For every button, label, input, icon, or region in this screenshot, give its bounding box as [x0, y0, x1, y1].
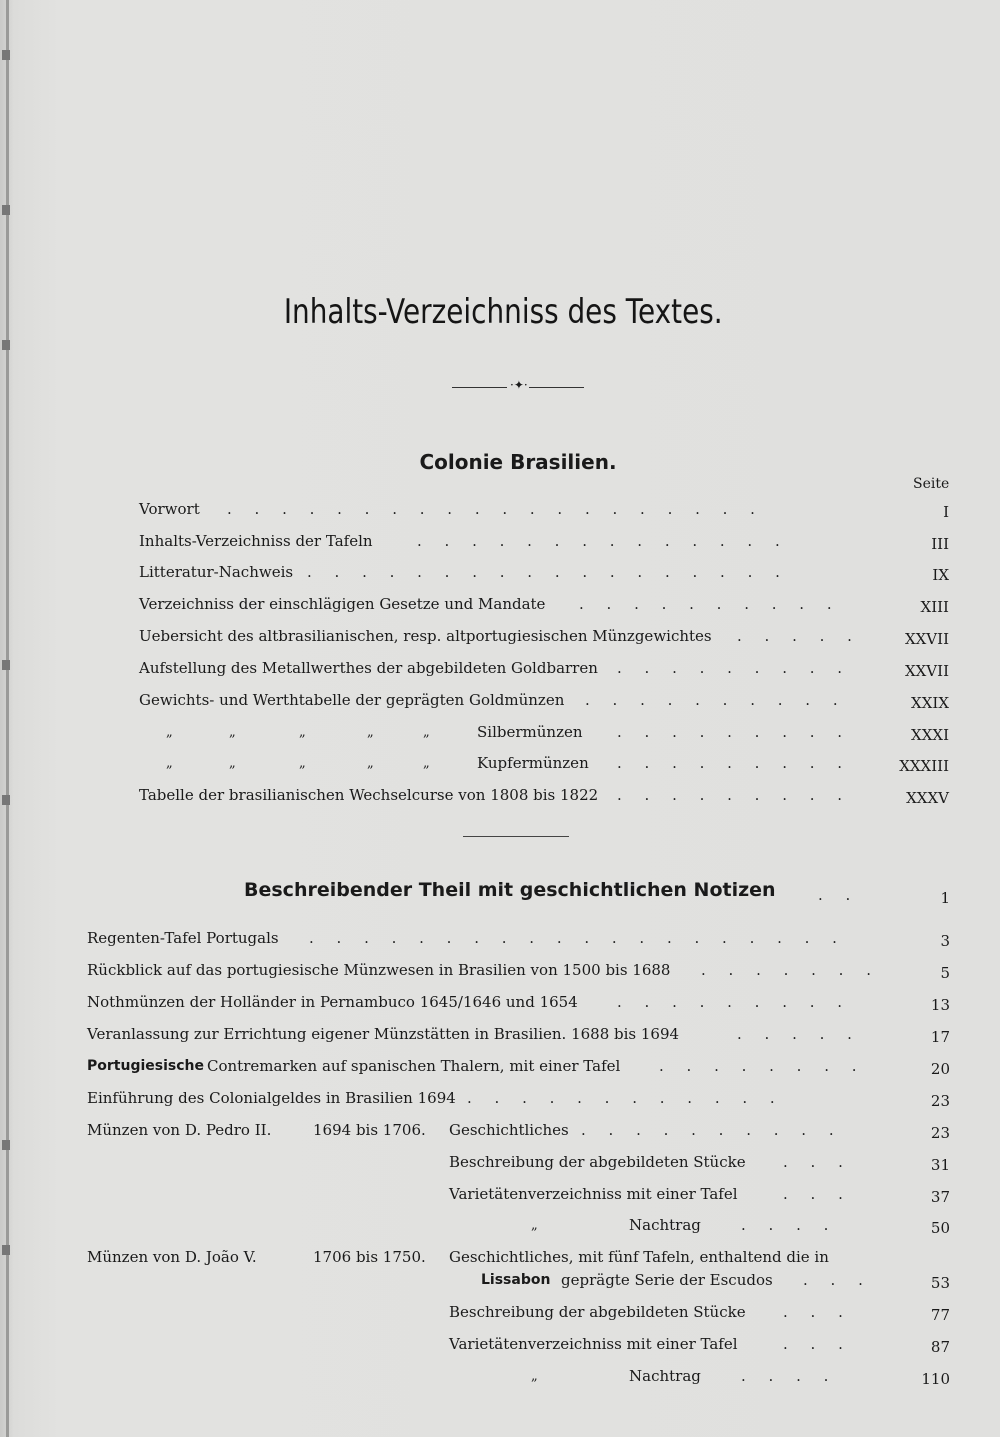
- section-heading-page: 1: [940, 889, 950, 907]
- toc-subentry: [449, 1335, 955, 1357]
- toc-entry-page: I: [943, 503, 949, 521]
- leader-dots: . . . . . . . . .: [617, 993, 852, 1011]
- toc-entry-page: IX: [932, 566, 949, 584]
- margin-mark: [2, 1140, 10, 1150]
- margin-mark: [2, 1245, 10, 1255]
- toc-entry-page: XXIX: [911, 694, 949, 712]
- toc-entry-label: Nothmünzen der Holländer in Pernambuco 1645/1646 und 1654: [87, 993, 578, 1011]
- leader-dots: . . . . . . .: [701, 961, 880, 979]
- toc-entry-page: III: [931, 535, 949, 553]
- toc-entry-label: Regenten-Tafel Portugals: [87, 929, 279, 947]
- toc-entry-page: 53: [930, 1274, 950, 1292]
- toc-entry: [139, 723, 954, 745]
- margin-mark: [2, 50, 10, 60]
- years-label-joao: 1706 bis 1750.: [313, 1248, 426, 1266]
- toc-entry-page: 13: [930, 996, 950, 1014]
- leader-dots: . . . . . . . . . . . . . . . . . .: [307, 563, 789, 581]
- ditto-mark: „: [299, 725, 306, 740]
- toc-entry-label: Geschichtliches: [449, 1121, 569, 1139]
- ditto-mark: „: [166, 756, 173, 771]
- leader-dots: . . . . . . . .: [659, 1057, 866, 1075]
- toc-entry-label-bold: Portugiesische: [87, 1058, 204, 1074]
- ruler-label-joao: Münzen von D. João V.: [87, 1248, 257, 1266]
- leader-dots: . . .: [783, 1185, 852, 1203]
- leader-dots: . . . . .: [737, 627, 861, 645]
- toc-entry-label: Silbermünzen: [477, 723, 583, 741]
- ditto-mark: „: [166, 725, 173, 740]
- page-title: Inhalts-Verzeichniss des Textes.: [283, 292, 723, 332]
- toc-entry: [87, 929, 955, 951]
- toc-subentry: [449, 1153, 955, 1175]
- toc-entry: [87, 1025, 955, 1047]
- section-heading-colonie: Colonie Brasilien.: [419, 450, 617, 474]
- ornament-glyph: ·✦·: [510, 378, 528, 392]
- margin-mark: [2, 660, 10, 670]
- toc-entry-page: 77: [930, 1306, 950, 1324]
- toc-entry: [139, 595, 954, 617]
- toc-entry: [87, 1057, 955, 1079]
- toc-entry-label: Kupfermünzen: [477, 754, 589, 772]
- toc-entry-page: 31: [930, 1156, 950, 1174]
- toc-entry-label: Einführung des Colonialgeldes in Brasilien 1694: [87, 1089, 456, 1107]
- toc-entry: [87, 1089, 955, 1111]
- margin-mark: [2, 205, 10, 215]
- ditto-mark: „: [531, 1369, 538, 1384]
- leader-dots: . . . . . . . . . .: [579, 595, 841, 613]
- leader-dots: . . . . . . . . . . . . . .: [417, 532, 789, 550]
- toc-subentry: [449, 1248, 955, 1270]
- toc-entry: [87, 961, 955, 983]
- toc-entry-page: 20: [930, 1060, 950, 1078]
- toc-entry: [139, 500, 954, 522]
- ditto-mark: „: [367, 756, 374, 771]
- toc-entry-page: 3: [940, 932, 950, 950]
- toc-entry-label: Nachtrag: [629, 1367, 701, 1385]
- toc-subentry: [449, 1367, 955, 1389]
- toc-entry: [139, 659, 954, 681]
- toc-entry-label: Aufstellung des Metallwerthes der abgebildeten Goldbarren: [139, 659, 598, 677]
- leader-dots: . . . . . . . . . .: [585, 691, 847, 709]
- toc-entry-label: Varietätenverzeichniss mit einer Tafel: [449, 1185, 738, 1203]
- toc-entry-label: Nachtrag: [629, 1216, 701, 1234]
- toc-subentry: [449, 1185, 955, 1207]
- toc-entry-page: 87: [930, 1338, 950, 1356]
- toc-subentry: [449, 1216, 955, 1238]
- margin-mark: [2, 340, 10, 350]
- section-heading-page-row: [800, 886, 955, 908]
- leader-dots: . . . .: [741, 1367, 838, 1385]
- toc-entry-label: geprägte Serie der Escudos: [561, 1271, 773, 1289]
- toc-entry: [139, 563, 954, 585]
- toc-entry: [139, 754, 954, 776]
- toc-entry: [139, 691, 954, 713]
- ditto-mark: „: [299, 756, 306, 771]
- toc-entry: [139, 532, 954, 554]
- toc-entry-label-bold: Lissabon: [481, 1272, 551, 1288]
- leader-dots: . . . .: [741, 1216, 838, 1234]
- leader-dots: . . . . . . . . . . . . . . . . . . . .: [227, 500, 764, 518]
- toc-entry-page: 23: [930, 1124, 950, 1142]
- toc-entry-page: XIII: [920, 598, 949, 616]
- section-heading-beschreibender: Beschreibender Theil mit geschichtlichen Notizen: [244, 879, 776, 901]
- toc-entry-label: Vorwort: [139, 500, 200, 518]
- leader-dots: . . . . .: [737, 1025, 861, 1043]
- toc-entry-page: XXXI: [911, 726, 949, 744]
- toc-subentry-continuation: [449, 1271, 955, 1293]
- toc-subentry: [449, 1303, 955, 1325]
- toc-subentry: [449, 1121, 955, 1143]
- toc-entry-label: Beschreibung der abgebildeten Stücke: [449, 1303, 746, 1321]
- leader-dots: . . .: [783, 1335, 852, 1353]
- ditto-mark: „: [367, 725, 374, 740]
- ditto-mark: „: [423, 756, 430, 771]
- toc-entry-page: 5: [940, 964, 950, 982]
- leader-dots: . . . . . . . . .: [617, 659, 852, 677]
- leader-dots: . . .: [803, 1271, 872, 1289]
- toc-entry-page: 23: [930, 1092, 950, 1110]
- toc-entry-label: Beschreibung der abgebildeten Stücke: [449, 1153, 746, 1171]
- toc-entry-label: Contremarken auf spanischen Thalern, mit einer Tafel: [207, 1057, 621, 1075]
- leader-dots: . . . . . . . . . . . .: [467, 1089, 784, 1107]
- toc-entry-label: Rückblick auf das portugiesische Münzwesen in Brasilien von 1500 bis 1688: [87, 961, 671, 979]
- toc-entry-label: Verzeichniss der einschlägigen Gesetze und Mandate: [139, 595, 546, 613]
- section-divider: [463, 836, 569, 837]
- toc-entry: [139, 627, 954, 649]
- years-label-pedro: 1694 bis 1706.: [313, 1121, 426, 1139]
- leader-dots: . . . . . . . . .: [617, 723, 852, 741]
- toc-entry-page: 17: [930, 1028, 950, 1046]
- toc-entry-page: XXXIII: [899, 757, 949, 775]
- toc-entry-label: Uebersicht des altbrasilianischen, resp. altportugiesischen Münzgewichtes: [139, 627, 712, 645]
- toc-entry: [87, 993, 955, 1015]
- toc-entry-page: 110: [921, 1370, 950, 1388]
- toc-entry: [139, 786, 954, 808]
- toc-entry-label: Geschichtliches, mit fünf Tafeln, enthaltend die in: [449, 1248, 829, 1266]
- ditto-mark: „: [423, 725, 430, 740]
- ditto-mark: „: [229, 756, 236, 771]
- toc-entry-page: 37: [930, 1188, 950, 1206]
- ditto-mark: „: [531, 1218, 538, 1233]
- leader-dots: . . . . . . . . .: [617, 754, 852, 772]
- toc-entry-label: Litteratur-Nachweis: [139, 563, 294, 581]
- toc-entry-page: XXVII: [904, 662, 949, 680]
- leader-dots: . . .: [783, 1303, 852, 1321]
- leader-dots: . . . . . . . . .: [617, 786, 852, 804]
- title-ornament: [452, 378, 584, 392]
- toc-entry-page: XXXV: [906, 789, 949, 807]
- toc-entry-page: 50: [930, 1219, 950, 1237]
- ruler-label-pedro: Münzen von D. Pedro II.: [87, 1121, 272, 1139]
- ditto-mark: „: [229, 725, 236, 740]
- toc-entry-label: Varietätenverzeichniss mit einer Tafel: [449, 1335, 738, 1353]
- toc-entry-label: Inhalts-Verzeichniss der Tafeln: [139, 532, 373, 550]
- page-binding-edge: [6, 0, 9, 1437]
- seite-label: Seite: [913, 476, 950, 492]
- margin-mark: [2, 795, 10, 805]
- leader-dots: . . . . . . . . . . . . . . . . . . . .: [309, 929, 846, 947]
- toc-entry-label: Veranlassung zur Errichtung eigener Münzstätten in Brasilien. 1688 bis 1694: [87, 1025, 680, 1043]
- leader-dots: . . . . . . . . . .: [581, 1121, 843, 1139]
- leader-dots: . .: [818, 886, 860, 904]
- leader-dots: . . .: [783, 1153, 852, 1171]
- toc-entry-label: Gewichts- und Werthtabelle der geprägten Goldmünzen: [139, 691, 565, 709]
- toc-entry-page: XXVII: [904, 630, 949, 648]
- toc-entry-label: Tabelle der brasilianischen Wechselcurse von 1808 bis 1822: [139, 786, 599, 804]
